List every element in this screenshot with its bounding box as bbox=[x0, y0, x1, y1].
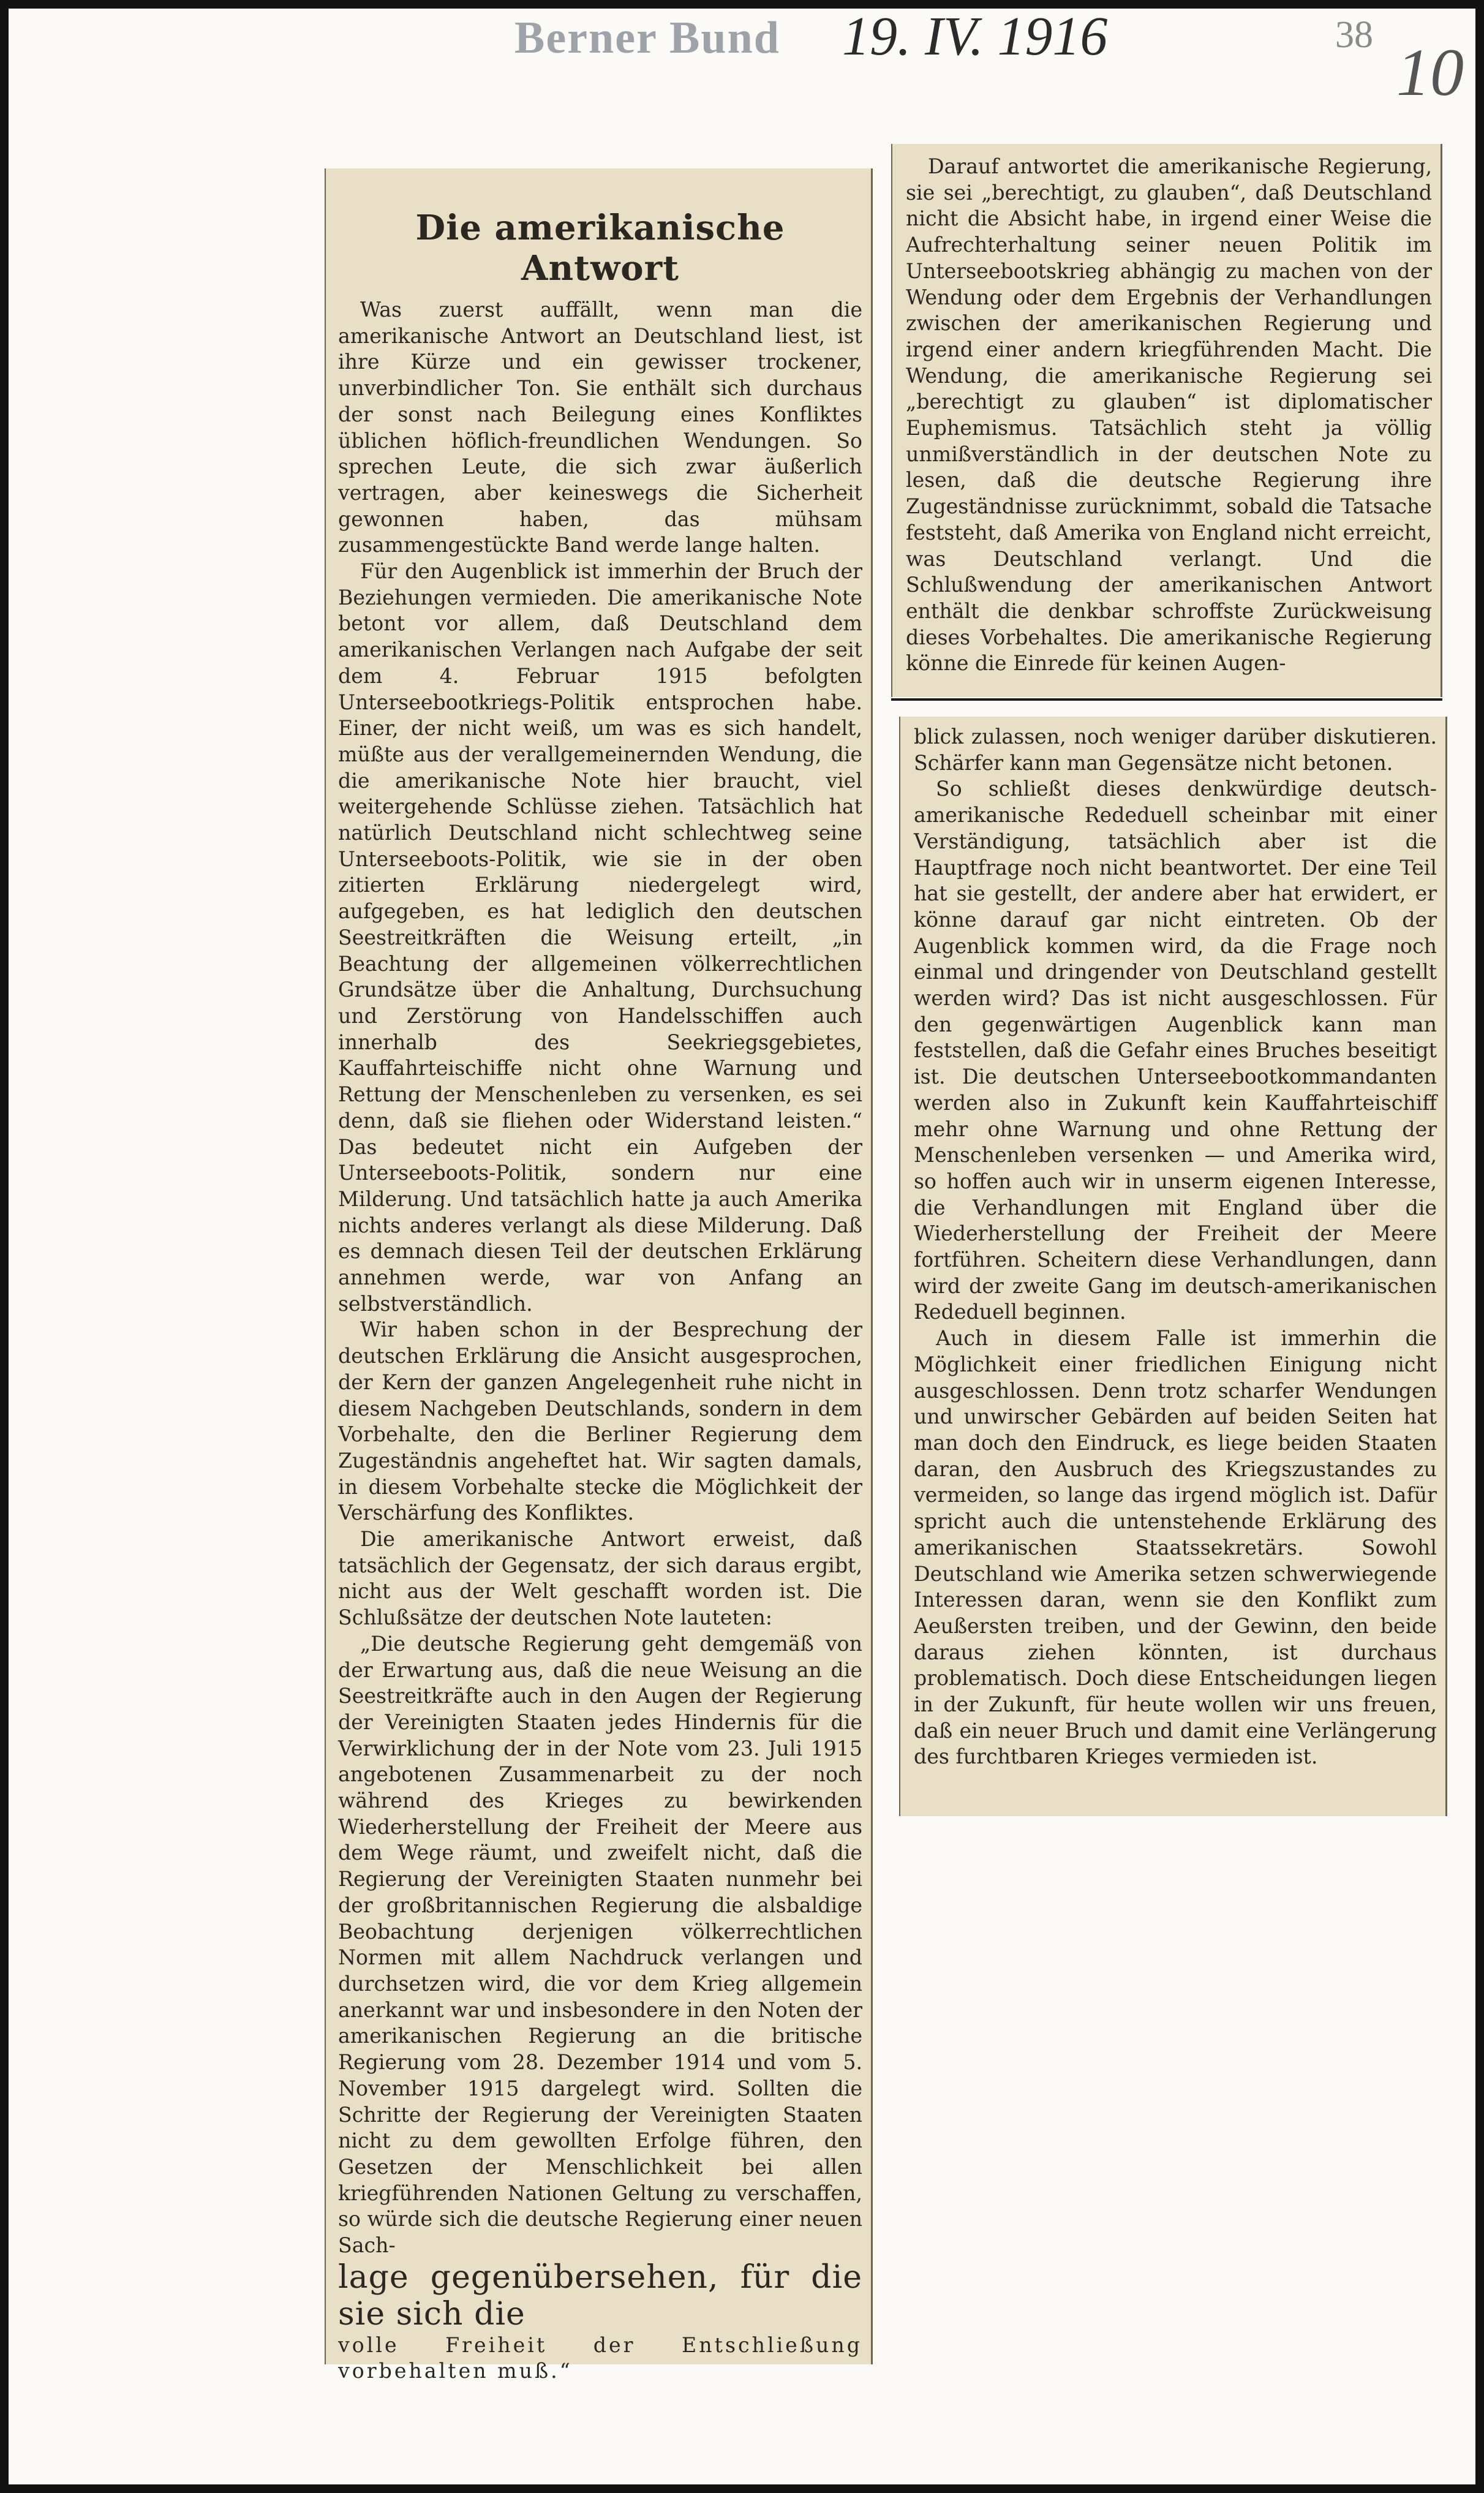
quote-text: „Die deutsche Regierung geht demgemäß von der Erwartung aus, daß die neue Weisung an die Seestreitkräfte auch in den Augen der Regierung der Vereinigten Staaten jedes Hindernis für die Verwirklichung der in der Note vom 23. Juli 1915 angebotenen Zusammenarbeit zu der noch während des Krieges zu bewirkenden Wiederherstellung der Freiheit der Meere aus dem Wege räumt, und zweifelt nicht, daß die Regierung der Vereinigten Staaten nunmehr bei der großbritannischen Regierung die alsbaldige Beobachtung derjenigen völkerrechtlichen Normen mit allem Nachdruck verlangen und durchsetzen wird, die vor dem Krieg allgemein anerkannt war und insbesondere in den Noten der amerikanischen Regierung an die britische Regierung vom 28. Dezember 1914 und vom 5. November 1915 dargelegt wird. Sollten die Schritte der Regierung der Vereinigten Staaten nicht zu dem gewollten Erfolge führen, den Gesetzen der Menschlichkeit bei allen kriegführenden Nationen Geltung zu verschaffen, so würde sich die deutsche Regierung einer neuen Sach- bbox=[338, 1631, 862, 2258]
page-number-large: 10 bbox=[1396, 35, 1464, 110]
paragraph: blick zulassen, noch weniger darüber diskutieren. Schärfer kann man Gegensätze nicht betonen. bbox=[914, 725, 1437, 775]
paragraph: So schließt dieses denkwürdige deutsch-amerikanische Rededuell scheinbar mit einer Verständigung, tatsächlich aber ist die Hauptfrage noch nicht beantwortet. Der eine Teil hat sie gestellt, der andere aber hat erwidert, er könne darauf gar nicht eintreten. Ob der Augenblick kommen wird, da die Frage noch einmal und dringender von Deutschland gestellt werden wird? Das ist nicht ausgeschlossen. Für den gegenwärtigen Augenblick kann man feststellen, daß die Gefahr eines Bruches beseitigt ist. Die deutschen Unterseebootkommandanten werden also in Zukunft kein Kauffahrteischiff mehr ohne Warnung und ohne Rettung der Menschenleben versenken — und Amerika wird, so hoffen auch wir in unserm eigenen Interesse, die Verhandlungen mit England über die Wiederherstellung der Freiheit der Meere fortführen. Scheitern diese Verhandlungen, dann wird der zweite Gang im deutsch-amerikanischen Rededuell beginnen. bbox=[914, 777, 1437, 1324]
quoted-note bbox=[338, 1631, 862, 2385]
paragraph: Auch in diesem Falle ist immerhin die Möglichkeit einer friedlichen Einigung nicht ausgeschlossen. Denn trotz scharfer Wendungen und unwirscher Gebärden auf beiden Seiten hat man doch den Eindruck, es liege beiden Staaten daran, den Ausbruch des Kriegszustandes zu vermeiden, so lange das irgend möglich ist. Dafür spricht auch die untenstehende Erklärung des amerikanischen Staatssekretärs. Sowohl Deutschland wie Amerika setzen schwerwiegende Interessen daran, wenn sie den Konflikt zum Aeußersten treiben, und der Gewinn, den beide daraus ziehen könnten, ist durchaus problematisch. Doch diese Entscheidungen liegen in der Zukunft, für heute wollen wir uns freuen, daß ein neuer Bruch und damit eine Verlängerung des furchtbaren Krieges vermieden ist. bbox=[914, 1326, 1437, 1769]
page-number-small: 38 bbox=[1335, 14, 1373, 56]
paragraph: Wir haben schon in der Besprechung der deutschen Erklärung die Ansicht ausgesprochen, der Kern der ganzen Angelegenheit ruhe nicht in diesem Nachgeben Deutschlands, sondern in dem Vorbehalte, den die Berliner Regierung dem Zugeständnis angeheftet hat. Wir sagten damals, in diesem Vorbehalte stecke die Möglichkeit der Verschärfung des Konfliktes. bbox=[338, 1318, 862, 1525]
clipping-left-column bbox=[325, 168, 873, 2383]
quote-large-line: lage gegenübersehen, für die sie sich die bbox=[338, 2258, 862, 2333]
clipping-right-top bbox=[891, 144, 1442, 697]
handwritten-date: 19. IV. 1916 bbox=[842, 6, 1108, 67]
paragraph: Die amerikanische Antwort erweist, daß tatsächlich der Gegensatz, der sich daraus ergibt, nicht aus der Welt geschafft worden ist. Die Schlußsätze der deutschen Note lauteten: bbox=[338, 1527, 862, 1630]
article-title: Die amerikanische Antwort bbox=[415, 208, 785, 289]
paragraph: Für den Augenblick ist immerhin der Bruch der Beziehungen vermieden. Die amerikanische Note betont vor allem, daß Deutschland dem amerikanischen Verlangen nach Aufgabe der seit dem 4. Februar 1915 befolgten Unterseebootkriegs-Politik entsprochen habe. Einer, der nicht weiß, um was es sich handelt, müßte aus der verallgemeinernden Wendung, die die amerikanische Note hier braucht, viel weitergehende Schlüsse ziehen. Tatsächlich hat natürlich Deutschland nicht schlechtweg seine Unterseeboots-Politik, wie sie in der oben zitierten Erklärung niedergelegt wird, aufgegeben, es hat lediglich den deutschen Seestreitkräften die Weisung erteilt, „in Beachtung der allgemeinen völkerrechtlichen Grundsätze über die Anhaltung, Durchsuchung und Zerstörung von Handelsschiffen auch innerhalb des Seekriegsgebietes, Kauffahrteischiffe nicht ohne Warnung und Rettung der Menschenleben zu versenken, es sei denn, daß sie fliehen oder Widerstand leisten.“ Das bedeutet nicht ein Aufgeben der Unterseeboots-Politik, sondern nur eine Milderung. Und tatsächlich hatte ja auch Amerika nichts anderes verlangt als diese Milderung. Daß es demnach diesen Teil der deutschen Erklärung annehmen werde, war von Anfang an selbstverständlich. bbox=[338, 559, 862, 1316]
paragraph: Was zuerst auffällt, wenn man die amerikanische Antwort an Deutschland liest, ist ihre Kürze und ein gewisser trockener, unverbindlicher Ton. Sie enthält sich durchaus der sonst nach Beilegung eines Konfliktes üblichen höflich-freundlichen Wendungen. So sprechen Leute, die sich zwar äußerlich vertragen, aber keineswegs die Sicherheit gewonnen haben, das mühsam zusammengestückte Band werde lange halten. bbox=[338, 298, 862, 557]
quote-end: volle Freiheit der Entschließung vorbehalten muß.“ bbox=[338, 2333, 862, 2383]
clipping-right-bottom bbox=[899, 717, 1447, 1816]
paragraph: Darauf antwortet die amerikanische Regierung, sie sei „berechtigt, zu glauben“, daß Deutschland nicht die Absicht habe, in irgend einer Weise die Aufrechterhaltung seiner neuen Politik im Unterseebootskrieg abhängig zu machen von der Wendung oder dem Ergebnis der Verhandlungen zwischen der amerikanischen Regierung und irgend einer andern kriegführenden Macht. Die Wendung, die amerikanische Regierung sei „berechtigt zu glauben“ ist diplomatischer Euphemismus. Tatsächlich steht ja völlig unmißverständlich in der deutschen Note zu lesen, daß die deutsche Regierung ihre Zugeständnisse zurücknimmt, sobald die Tatsache feststeht, daß Amerika von England nicht erreicht, was Deutschland verlangt. Und die Schlußwendung der amerikanischen Antwort enthält die denkbar schroffste Zurückweisung dieses Vorbehaltes. Die amerikanische Regierung könne die Einrede für keinen Augen- bbox=[906, 154, 1432, 676]
newspaper-stamp: Berner Bund bbox=[514, 13, 780, 63]
column-separator-rule bbox=[891, 698, 1442, 701]
